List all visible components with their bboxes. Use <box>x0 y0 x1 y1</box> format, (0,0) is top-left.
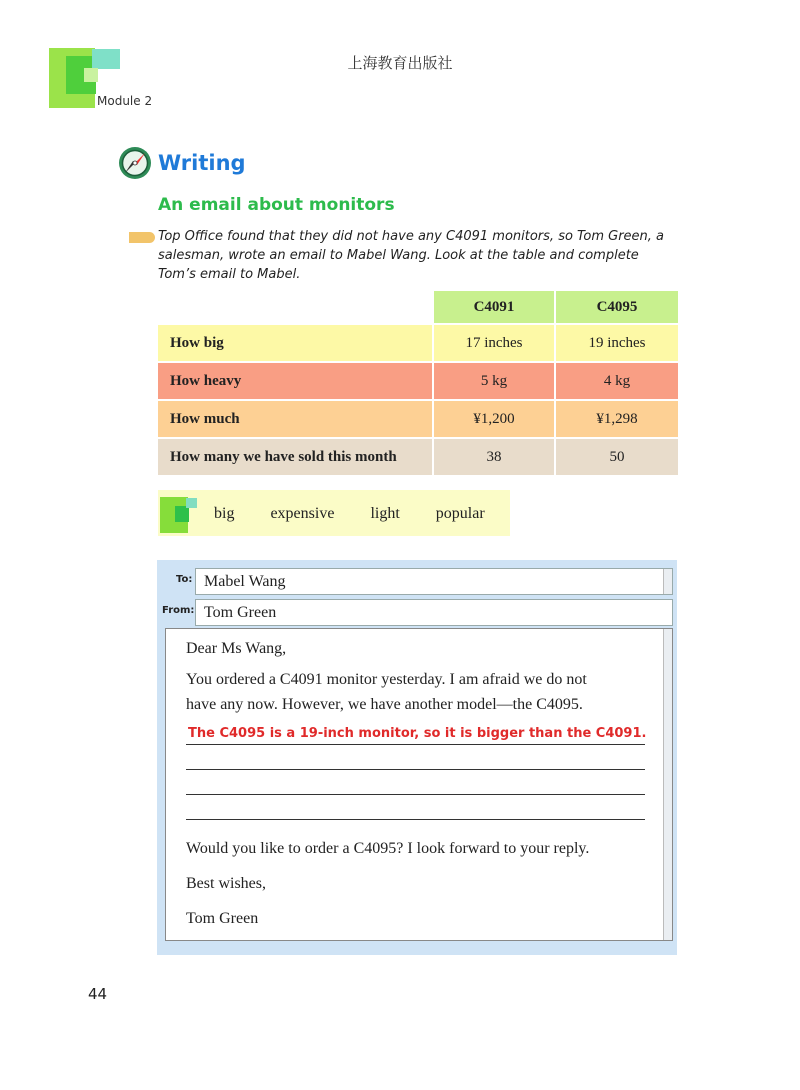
answer-line <box>186 744 645 745</box>
table-header-empty <box>158 291 434 323</box>
email-signature: Tom Green <box>186 910 259 927</box>
publisher-name: 上海教育出版社 <box>347 54 453 72</box>
word-item: popular <box>435 505 485 522</box>
table-cell: 5 kg <box>434 363 556 399</box>
instructions: Top Office found that they did not have any C4091 monitors, so Tom Green, a salesman, wrote an email to Mabel Wang. Look at the table and complete Tom’s email to Mabel. <box>158 229 665 282</box>
module-label: Module 2 <box>97 94 153 108</box>
task-title: An email about monitors <box>158 195 395 215</box>
decorative-square <box>92 49 120 69</box>
table-cell: 38 <box>434 439 556 475</box>
decorative-square <box>175 506 189 522</box>
answer-line <box>186 794 645 795</box>
table-row <box>158 361 678 399</box>
instruction-tag-icon <box>129 232 155 243</box>
table-row <box>158 437 678 475</box>
email-line: have any now. However, we have another model—the C4095. <box>186 696 583 713</box>
answer-text: The C4095 is a 19-inch monitor, so it is bigger than the C4091. <box>188 726 647 741</box>
table-row <box>158 323 678 361</box>
decorative-square <box>186 498 197 508</box>
email-line: You ordered a C4091 monitor yesterday. I am afraid we do not <box>186 671 587 688</box>
table-cell: ¥1,200 <box>434 401 556 437</box>
table-header-cell: C4091 <box>434 291 556 323</box>
table-cell: 17 inches <box>434 325 556 361</box>
to-label: To: <box>176 574 193 585</box>
table-cell: 50 <box>556 439 678 475</box>
answer-line <box>186 819 645 820</box>
table-row <box>158 399 678 437</box>
email-line: Would you like to order a C4095? I look forward to your reply. <box>186 840 590 857</box>
row-label: How many we have sold this month <box>158 439 434 475</box>
section-title: Writing <box>158 151 246 175</box>
row-label: How big <box>158 325 434 361</box>
email-signoff: Best wishes, <box>186 875 266 892</box>
word-item: big <box>214 505 235 522</box>
table-cell: 19 inches <box>556 325 678 361</box>
table-cell: 4 kg <box>556 363 678 399</box>
word-item: light <box>370 505 400 522</box>
from-field[interactable]: Tom Green <box>195 599 673 626</box>
word-item: expensive <box>270 505 335 522</box>
table-header-cell: C4095 <box>556 291 678 323</box>
table-header-row <box>158 291 678 323</box>
answer-line <box>186 769 645 770</box>
from-label: From: <box>162 605 195 616</box>
to-field[interactable]: Mabel Wang <box>195 568 673 595</box>
row-label: How heavy <box>158 363 434 399</box>
word-list <box>214 505 485 523</box>
to-scrollbar[interactable] <box>663 569 672 594</box>
email-greeting: Dear Ms Wang, <box>186 640 287 657</box>
comparison-table <box>158 291 678 475</box>
decorative-square <box>84 68 98 82</box>
row-label: How much <box>158 401 434 437</box>
compass-icon <box>118 146 152 180</box>
body-scrollbar[interactable] <box>663 629 672 940</box>
page-number: 44 <box>88 985 108 1003</box>
table-cell: ¥1,298 <box>556 401 678 437</box>
